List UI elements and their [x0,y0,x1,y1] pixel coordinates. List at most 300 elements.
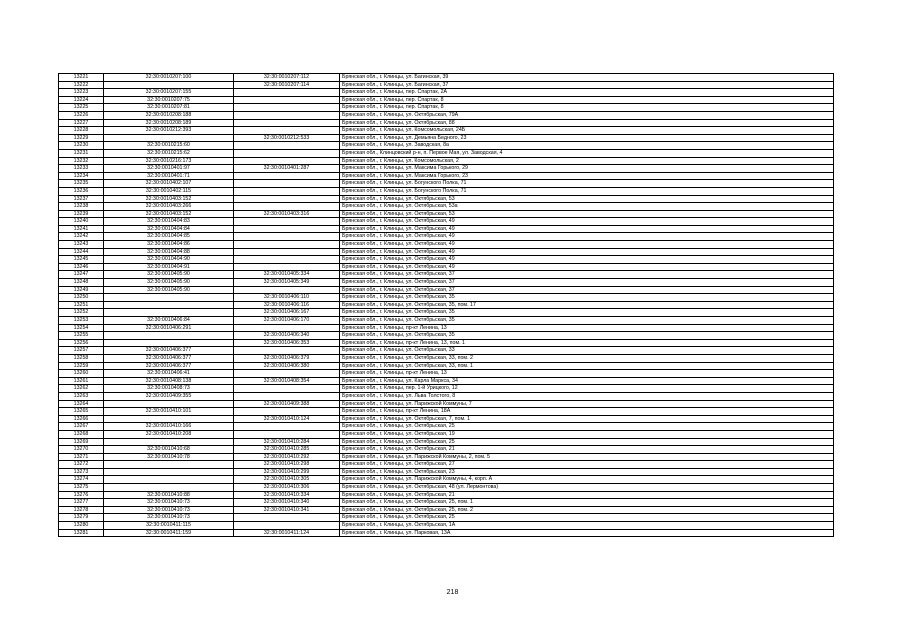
land-plot-cadastral-number-cell: 32:30:0010408:73 [104,385,234,393]
table-row [59,362,834,370]
building-cadastral-number-cell [234,233,340,241]
land-plot-cadastral-number-cell: 32:30:0010411:159 [104,529,234,537]
land-plot-cadastral-number-cell: 32:30:0010404:88 [104,248,234,256]
land-plot-cadastral-number-cell [104,332,234,340]
table-row [59,377,834,385]
building-cadastral-number-cell [234,423,340,431]
building-cadastral-number-cell [234,514,340,522]
building-cadastral-number-cell [234,104,340,112]
land-plot-cadastral-number-cell [104,476,234,484]
land-plot-cadastral-number-cell: 32:30:0010402:107 [104,180,234,188]
land-plot-cadastral-number-cell: 32:30:0010401:71 [104,172,234,180]
row-number-cell: 13267 [59,423,104,431]
row-number-cell: 13256 [59,339,104,347]
building-cadastral-number-cell [234,111,340,119]
row-number-cell: 13237 [59,195,104,203]
table-row [59,506,834,514]
address-cell: Брянская обл., г. Клинцы, ул. Карла Маркса, 34 [340,377,834,385]
land-plot-cadastral-number-cell: 32:30:0010410:73 [104,514,234,522]
row-number-cell: 13281 [59,529,104,537]
building-cadastral-number-cell: 32:30:0010408:354 [234,377,340,385]
address-cell: Брянская обл., г. Клинцы, пр-кт Ленина, 18А [340,408,834,416]
row-number-cell: 13272 [59,461,104,469]
table-row [59,172,834,180]
land-plot-cadastral-number-cell: 32:30:0010208:188 [104,111,234,119]
address-cell: Брянская обл., г. Клинцы, ул. Комсомольская, 2 [340,157,834,165]
building-cadastral-number-cell: 32:30:0010410:306 [234,484,340,492]
row-number-cell: 13263 [59,392,104,400]
row-number-cell: 13277 [59,499,104,507]
building-cadastral-number-cell [234,286,340,294]
row-number-cell: 13260 [59,370,104,378]
building-cadastral-number-cell: 32:30:0010207:114 [234,81,340,89]
address-cell: Брянская обл., г. Клинцы, ул. Октябрьская, 49 [340,218,834,226]
land-plot-cadastral-number-cell: 32:30:0010212:393 [104,127,234,135]
address-cell: Брянская обл., г. Клинцы, ул. Заводская, 8а [340,142,834,150]
table-row [59,392,834,400]
table-row [59,453,834,461]
building-cadastral-number-cell [234,149,340,157]
table-row [59,263,834,271]
address-cell: Брянская обл., г. Клинцы, ул. Октябрьская, 35 [340,309,834,317]
row-number-cell: 13247 [59,271,104,279]
land-plot-cadastral-number-cell: 32:30:0010405:90 [104,271,234,279]
land-plot-cadastral-number-cell: 32:30:0010207:81 [104,104,234,112]
table-row [59,195,834,203]
land-plot-cadastral-number-cell: 32:30:0010410:73 [104,499,234,507]
address-cell: Брянская обл., г. Клинцы, ул. Октябрьская, 37 [340,279,834,287]
building-cadastral-number-cell: 32:30:0010406:110 [234,294,340,302]
row-number-cell: 13230 [59,142,104,150]
address-cell: Брянская обл., г. Клинцы, ул. Максима Горького, 23 [340,172,834,180]
row-number-cell: 13259 [59,362,104,370]
table-row [59,400,834,408]
building-cadastral-number-cell [234,263,340,271]
address-cell: Брянская обл., г. Клинцы, ул. Октябрьская, 35, пом. 17 [340,301,834,309]
table-row [59,149,834,157]
land-plot-cadastral-number-cell: 32:30:0010207:155 [104,89,234,97]
building-cadastral-number-cell: 32:30:0010405:334 [234,271,340,279]
row-number-cell: 13242 [59,233,104,241]
table-row [59,127,834,135]
row-number-cell: 13249 [59,286,104,294]
address-cell: Брянская обл., г. Клинцы, ул. Парижской Коммуны, 7 [340,400,834,408]
land-plot-cadastral-number-cell: 32:30:0010411:115 [104,522,234,530]
building-cadastral-number-cell: 32:30:0010410:334 [234,491,340,499]
land-plot-cadastral-number-cell [104,301,234,309]
row-number-cell: 13226 [59,111,104,119]
building-cadastral-number-cell: 32:30:0010410:299 [234,468,340,476]
row-number-cell: 13269 [59,438,104,446]
row-number-cell: 13257 [59,347,104,355]
building-cadastral-number-cell [234,89,340,97]
row-number-cell: 13279 [59,514,104,522]
building-cadastral-number-cell: 32:30:0010410:284 [234,438,340,446]
row-number-cell: 13240 [59,218,104,226]
address-cell: Брянская обл., г. Клинцы, ул. Октябрьская, 79А [340,111,834,119]
land-plot-cadastral-number-cell: 32:30:0010215:60 [104,142,234,150]
table-row [59,96,834,104]
table-row [59,294,834,302]
land-plot-cadastral-number-cell: 32:30:0010405:90 [104,279,234,287]
land-plot-cadastral-number-cell: 32:30:0010410:88 [104,491,234,499]
address-cell: Брянская обл., г. Клинцы, ул. Демьяна Бедного, 23 [340,134,834,142]
building-cadastral-number-cell: 32:30:0010406:380 [234,362,340,370]
row-number-cell: 13264 [59,400,104,408]
address-cell: Брянская обл., г. Клинцы, ул. Октябрьская, 37 [340,286,834,294]
land-plot-cadastral-number-cell: 32:30:0010404:86 [104,241,234,249]
table-row [59,522,834,530]
row-number-cell: 13231 [59,149,104,157]
table-row [59,438,834,446]
row-number-cell: 13234 [59,172,104,180]
table-row [59,142,834,150]
table-row [59,89,834,97]
row-number-cell: 13253 [59,317,104,325]
table-row [59,347,834,355]
address-cell: Брянская обл., г. Клинцы, ул. Багинская, 37 [340,81,834,89]
land-plot-cadastral-number-cell: 32:30:0010410:68 [104,446,234,454]
building-cadastral-number-cell: 32:30:0010409:388 [234,400,340,408]
table-row [59,476,834,484]
address-cell: Брянская обл., г. Клинцы, ул. Парковая, 13А [340,529,834,537]
table-row [59,134,834,142]
address-cell: Брянская обл., г. Клинцы, ул. Октябрьская, 21 [340,491,834,499]
building-cadastral-number-cell: 32:30:0010410:305 [234,476,340,484]
table-row [59,165,834,173]
table-row [59,461,834,469]
land-plot-cadastral-number-cell [104,461,234,469]
row-number-cell: 13222 [59,81,104,89]
land-plot-cadastral-number-cell [104,294,234,302]
land-plot-cadastral-number-cell: 32:30:0010406:377 [104,354,234,362]
land-plot-cadastral-number-cell: 32:30:0010403:152 [104,195,234,203]
land-plot-cadastral-number-cell: 32:30:0010403:266 [104,203,234,211]
address-cell: Брянская обл., г. Клинцы, ул. Октябрьская, 27 [340,461,834,469]
address-cell: Брянская обл., г. Клинцы, пр-кт Ленина, 13, пом. 1 [340,339,834,347]
row-number-cell: 13221 [59,74,104,82]
row-number-cell: 13268 [59,430,104,438]
land-plot-cadastral-number-cell [104,484,234,492]
building-cadastral-number-cell [234,392,340,400]
land-plot-cadastral-number-cell: 32:30:0010404:84 [104,225,234,233]
building-cadastral-number-cell [234,241,340,249]
address-cell: Брянская обл., г. Клинцы, пр-кт Ленина, 13 [340,324,834,332]
table-row [59,423,834,431]
row-number-cell: 13278 [59,506,104,514]
address-cell: Брянская обл., г. Клинцы, ул. Октябрьская, 49 [340,248,834,256]
row-number-cell: 13270 [59,446,104,454]
land-plot-cadastral-number-cell: 32:30:0010207:75 [104,96,234,104]
table-row [59,408,834,416]
land-plot-cadastral-number-cell: 32:30:0010215:62 [104,149,234,157]
address-cell: Брянская обл., г. Клинцы, пер. 1-й Урицкого, 12 [340,385,834,393]
address-cell: Брянская обл., г. Клинцы, ул. Максима Горького, 29 [340,165,834,173]
land-plot-cadastral-number-cell [104,468,234,476]
address-cell: Брянская обл., г. Клинцы, ул. Октябрьская, 37 [340,271,834,279]
table-row [59,370,834,378]
row-number-cell: 13229 [59,134,104,142]
row-number-cell: 13241 [59,225,104,233]
address-cell: Брянская обл., Клинцовский р-н, п. Первое Мая, ул. Заводская, 4 [340,149,834,157]
address-cell: Брянская обл., г. Клинцы, ул. Октябрьская, 33, пом. 1 [340,362,834,370]
row-number-cell: 13225 [59,104,104,112]
land-plot-cadastral-number-cell: 32:30:0010410:166 [104,423,234,431]
address-cell: Брянская обл., г. Клинцы, пер. Спартак, 8 [340,96,834,104]
building-cadastral-number-cell [234,370,340,378]
table-row [59,514,834,522]
land-plot-cadastral-number-cell: 32:30:0010403:152 [104,210,234,218]
row-number-cell: 13228 [59,127,104,135]
land-plot-cadastral-number-cell: 32:30:0010406:84 [104,317,234,325]
building-cadastral-number-cell: 32:30:0010410:124 [234,415,340,423]
row-number-cell: 13271 [59,453,104,461]
table-row [59,309,834,317]
row-number-cell: 13252 [59,309,104,317]
land-plot-cadastral-number-cell: 32:30:0010404:83 [104,218,234,226]
building-cadastral-number-cell: 32:30:0010406:167 [234,309,340,317]
building-cadastral-number-cell [234,187,340,195]
building-cadastral-number-cell [234,180,340,188]
address-cell: Брянская обл., г. Клинцы, ул. Октябрьская, 35 [340,294,834,302]
address-cell: Брянская обл., г. Клинцы, ул. Октябрьская, 25 [340,438,834,446]
land-plot-cadastral-number-cell [104,415,234,423]
row-number-cell: 13255 [59,332,104,340]
building-cadastral-number-cell: 32:30:0010405:349 [234,279,340,287]
table-row [59,468,834,476]
land-plot-cadastral-number-cell: 32:30:0010216:173 [104,157,234,165]
building-cadastral-number-cell: 32:30:0010406:353 [234,339,340,347]
building-cadastral-number-cell [234,203,340,211]
table-row [59,248,834,256]
row-number-cell: 13238 [59,203,104,211]
table-row [59,332,834,340]
land-plot-cadastral-number-cell [104,309,234,317]
land-plot-cadastral-number-cell: 32:30:0010207:100 [104,74,234,82]
table-row [59,81,834,89]
land-plot-cadastral-number-cell: 32:30:0010401:97 [104,165,234,173]
building-cadastral-number-cell: 32:30:0010406:116 [234,301,340,309]
building-cadastral-number-cell [234,218,340,226]
table-row [59,491,834,499]
page-number: 218 [446,589,459,596]
table-row [59,157,834,165]
address-cell: Брянская обл., г. Клинцы, ул. Октябрьская, 21 [340,446,834,454]
register-table-body [59,74,834,537]
address-cell: Брянская обл., г. Клинцы, ул. Октябрьская, 19 [340,430,834,438]
building-cadastral-number-cell [234,522,340,530]
land-plot-cadastral-number-cell: 32:30:0010408:138 [104,377,234,385]
address-cell: Брянская обл., г. Клинцы, ул. Октябрьская, 33 [340,347,834,355]
building-cadastral-number-cell [234,96,340,104]
table-row [59,256,834,264]
building-cadastral-number-cell [234,172,340,180]
building-cadastral-number-cell: 32:30:0010406:379 [234,354,340,362]
building-cadastral-number-cell [234,256,340,264]
row-number-cell: 13239 [59,210,104,218]
table-row [59,415,834,423]
land-plot-cadastral-number-cell: 32:30:0010404:91 [104,263,234,271]
row-number-cell: 13276 [59,491,104,499]
address-cell: Брянская обл., г. Клинцы, ул. Октябрьская, 25, пом. 2 [340,506,834,514]
register-table [58,73,834,537]
row-number-cell: 13232 [59,157,104,165]
table-row [59,203,834,211]
row-number-cell: 13245 [59,256,104,264]
table-row [59,430,834,438]
row-number-cell: 13250 [59,294,104,302]
building-cadastral-number-cell [234,127,340,135]
table-row [59,484,834,492]
table-row [59,354,834,362]
land-plot-cadastral-number-cell: 32:30:0010406:377 [104,347,234,355]
row-number-cell: 13258 [59,354,104,362]
address-cell: Брянская обл., г. Клинцы, ул. Богунского Полка, 71 [340,180,834,188]
building-cadastral-number-cell: 32:30:0010406:170 [234,317,340,325]
table-row [59,385,834,393]
table-row [59,111,834,119]
table-row [59,233,834,241]
row-number-cell: 13223 [59,89,104,97]
row-number-cell: 13265 [59,408,104,416]
table-row [59,241,834,249]
address-cell: Брянская обл., г. Клинцы, ул. Октябрьская, 35 [340,332,834,340]
table-row [59,218,834,226]
table-row [59,317,834,325]
land-plot-cadastral-number-cell [104,400,234,408]
address-cell: Брянская обл., г. Клинцы, ул. Октябрьская, 49 [340,233,834,241]
land-plot-cadastral-number-cell: 32:30:0010404:85 [104,233,234,241]
table-row [59,339,834,347]
building-cadastral-number-cell: 32:30:0010410:341 [234,506,340,514]
row-number-cell: 13266 [59,415,104,423]
address-cell: Брянская обл., г. Клинцы, ул. Богунского Полка, 71 [340,187,834,195]
land-plot-cadastral-number-cell: 32:30:0010402:115 [104,187,234,195]
building-cadastral-number-cell: 32:30:0010207:112 [234,74,340,82]
address-cell: Брянская обл., г. Клинцы, ул. Октябрьская, 23 [340,468,834,476]
land-plot-cadastral-number-cell: 32:30:0010410:208 [104,430,234,438]
land-plot-cadastral-number-cell: 32:30:0010208:189 [104,119,234,127]
row-number-cell: 13246 [59,263,104,271]
building-cadastral-number-cell [234,195,340,203]
land-plot-cadastral-number-cell: 32:30:0010410:101 [104,408,234,416]
building-cadastral-number-cell [234,142,340,150]
land-plot-cadastral-number-cell [104,438,234,446]
address-cell: Брянская обл., г. Клинцы, пер. Спартак, 2А [340,89,834,97]
land-plot-cadastral-number-cell: 32:30:0010406:41 [104,370,234,378]
address-cell: Брянская обл., г. Клинцы, ул. Комсомольская, 24Б [340,127,834,135]
land-plot-cadastral-number-cell: 32:30:0010405:90 [104,286,234,294]
building-cadastral-number-cell: 32:30:0010410:285 [234,446,340,454]
table-row [59,279,834,287]
row-number-cell: 13273 [59,468,104,476]
address-cell: Брянская обл., г. Клинцы, ул. Октябрьская, 49 [340,241,834,249]
land-plot-cadastral-number-cell: 32:30:0010410:78 [104,453,234,461]
land-plot-cadastral-number-cell: 32:30:0010410:73 [104,506,234,514]
row-number-cell: 13254 [59,324,104,332]
building-cadastral-number-cell: 32:30:0010410:340 [234,499,340,507]
address-cell: Брянская обл., г. Клинцы, ул. Октябрьская, 25 [340,423,834,431]
row-number-cell: 13227 [59,119,104,127]
address-cell: Брянская обл., г. Клинцы, ул. Октябрьская, 53 [340,210,834,218]
row-number-cell: 13251 [59,301,104,309]
building-cadastral-number-cell: 32:30:0010403:316 [234,210,340,218]
row-number-cell: 13233 [59,165,104,173]
building-cadastral-number-cell: 32:30:0010411:124 [234,529,340,537]
building-cadastral-number-cell [234,324,340,332]
building-cadastral-number-cell [234,408,340,416]
row-number-cell: 13248 [59,279,104,287]
address-cell: Брянская обл., г. Клинцы, ул. Льва Толстого, 8 [340,392,834,400]
building-cadastral-number-cell [234,119,340,127]
address-cell: Брянская обл., г. Клинцы, ул. Октябрьская, 53 [340,195,834,203]
address-cell: Брянская обл., г. Клинцы, ул. Парижской Коммуны, 2, пом. 5 [340,453,834,461]
building-cadastral-number-cell: 32:30:0010401:287 [234,165,340,173]
address-cell: Брянская обл., г. Клинцы, ул. Октябрьская, 25 [340,514,834,522]
row-number-cell: 13280 [59,522,104,530]
building-cadastral-number-cell: 32:30:0010212:533 [234,134,340,142]
address-cell: Брянская обл., г. Клинцы, ул. Октябрьская, 49 [340,263,834,271]
table-row [59,324,834,332]
table-row [59,104,834,112]
land-plot-cadastral-number-cell: 32:30:0010406:291 [104,324,234,332]
address-cell: Брянская обл., г. Клинцы, ул. Октябрьская, 35 [340,317,834,325]
land-plot-cadastral-number-cell [104,339,234,347]
building-cadastral-number-cell: 32:30:0010406:340 [234,332,340,340]
address-cell: Брянская обл., г. Клинцы, ул. Октябрьская, 88 [340,119,834,127]
address-cell: Брянская обл., г. Клинцы, ул. Багинская, 39 [340,74,834,82]
address-cell: Брянская обл., г. Клинцы, ул. Парижской Коммуны, 4, корп. А [340,476,834,484]
address-cell: Брянская обл., г. Клинцы, ул. Октябрьская, 49 [340,225,834,233]
address-cell: Брянская обл., г. Клинцы, пер. Спартак, 8 [340,104,834,112]
building-cadastral-number-cell [234,430,340,438]
address-cell: Брянская обл., г. Клинцы, пр-кт Ленина, 13 [340,370,834,378]
land-plot-cadastral-number-cell: 32:30:0010406:377 [104,362,234,370]
row-number-cell: 13236 [59,187,104,195]
row-number-cell: 13262 [59,385,104,393]
land-plot-cadastral-number-cell: 32:30:0010409:355 [104,392,234,400]
address-cell: Брянская обл., г. Клинцы, ул. Октябрьская, 33, пом. 2 [340,354,834,362]
building-cadastral-number-cell: 32:30:0010410:292 [234,453,340,461]
table-row [59,225,834,233]
table-row [59,187,834,195]
land-plot-cadastral-number-cell: 32:30:0010404:90 [104,256,234,264]
building-cadastral-number-cell [234,347,340,355]
address-cell: Брянская обл., г. Клинцы, ул. Октябрьская, 1А [340,522,834,530]
building-cadastral-number-cell: 32:30:0010410:298 [234,461,340,469]
address-cell: Брянская обл., г. Клинцы, ул. Октябрьская, 53а [340,203,834,211]
table-row [59,119,834,127]
land-plot-cadastral-number-cell [104,134,234,142]
row-number-cell: 13275 [59,484,104,492]
table-row [59,210,834,218]
row-number-cell: 13235 [59,180,104,188]
table-row [59,180,834,188]
building-cadastral-number-cell [234,225,340,233]
address-cell: Брянская обл., г. Клинцы, ул. Октябрьская, 48 (ул. Лермонтова) [340,484,834,492]
table-row [59,286,834,294]
table-row [59,271,834,279]
row-number-cell: 13224 [59,96,104,104]
address-cell: Брянская обл., г. Клинцы, ул. Октябрьская, 25, пом. 1 [340,499,834,507]
row-number-cell: 13261 [59,377,104,385]
building-cadastral-number-cell [234,248,340,256]
building-cadastral-number-cell [234,157,340,165]
table-row [59,446,834,454]
table-row [59,529,834,537]
table-row [59,301,834,309]
table-row [59,499,834,507]
